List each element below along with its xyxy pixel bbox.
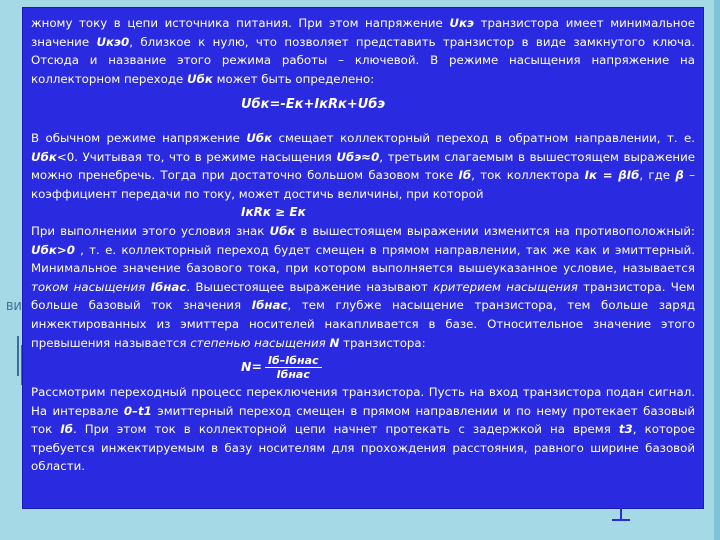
symbol-ubk-positive: Uбк>0 — [31, 242, 75, 257]
page-marker-horizontal — [612, 519, 630, 521]
symbol-ubk: Uбк — [269, 223, 296, 238]
term-saturation-degree: степенью насыщения — [190, 335, 326, 350]
symbol-ibnas: Iбнас — [150, 279, 187, 294]
stray-line-top — [17, 336, 19, 376]
symbol-ib: Iб — [458, 168, 472, 183]
symbol-ube: Uбэ≈0 — [336, 149, 380, 164]
symbol-ubk: Uбк — [31, 149, 57, 164]
fraction-denominator: Iбнас — [276, 368, 310, 382]
stray-label: ВИ — [6, 300, 22, 313]
symbol-ukz0: Uкэ0 — [96, 34, 130, 49]
fraction-numerator: Iб–Iбнас — [265, 354, 322, 368]
text-run: , близкое к нулю, что позволяет представить транзистор в виде замкнутого ключа. Отсюда и название этого режима работы – ключевой. В режиме насыщения напряжение на коллекторном переходе — [31, 34, 695, 86]
symbol-interval: 0–t1 — [123, 403, 152, 418]
symbol-beta: β — [675, 168, 684, 183]
term-saturation-criterion: критерием насыщения — [433, 279, 578, 294]
text-run: транзистора. Чем больше базовый ток значения — [31, 279, 696, 313]
text-run: <0. Учитывая то, что в режиме насыщения — [56, 149, 337, 164]
text-page — [23, 8, 703, 508]
text-run: При выполнении этого условия знак — [31, 223, 270, 238]
text-run: эмиттерный переход смещен в прямом направлении и по нему протекает базовый ток — [31, 403, 695, 437]
symbol-n: N — [329, 335, 340, 350]
symbol-ib: Iб — [60, 422, 73, 437]
symbol-ukz: Uкэ — [449, 16, 474, 30]
text-run: , где — [639, 168, 676, 183]
text-run: . Вышестоящее выражение называют — [186, 279, 434, 294]
text-run: , ток коллектора — [471, 168, 585, 183]
text-run: В обычном режиме напряжение — [31, 130, 247, 145]
fraction — [265, 354, 322, 381]
text-run: , т. е. коллекторный переход будет смещен в прямом направлении, так же как и эмиттерный. Минимальное значение базового тока, при котором выполняется вышеуказанное условие, называется — [31, 242, 695, 276]
paragraph-4 — [31, 383, 695, 476]
formula-saturation-criterion: IкRк ≥ Eк — [241, 205, 306, 220]
paragraph-3 — [31, 222, 695, 352]
text-run: транзистора имеет минимальное значение — [31, 16, 695, 49]
text-run: , тем глубже насыщение транзистора, тем больше заряд инжектированных из эмиттера носителей накапливается в базе. Относительное значение этого превышения называется — [31, 298, 695, 350]
text-run: . При этом ток в коллекторной цепи начнет протекать с задержкой на время — [72, 422, 619, 437]
paragraph-2 — [31, 129, 695, 203]
text-run: – коэффициент передачи по току, может достичь величины, при которой — [31, 168, 695, 201]
text-run: , которое требуется инжектируемым в базу носителям для прохождения расстояния, равного ширине базовой области. — [31, 422, 695, 474]
symbol-ibnas: Iбнас — [251, 298, 288, 313]
text-run: может быть определено: — [212, 71, 375, 86]
term-saturation-current: током насыщения — [31, 279, 146, 294]
paragraph-1 — [31, 14, 695, 88]
symbol-t3: t3 — [618, 422, 633, 437]
symbol-ik-beta: Iк = βIб — [584, 168, 640, 183]
symbol-ubk: Uбк — [187, 71, 213, 86]
text-run: смещает коллекторный переход в обратном направлении, т. е. — [272, 130, 695, 145]
text-run: в вышестоящем выражении изменится на противоположный: — [295, 223, 695, 238]
symbol-ubk: Uбк — [246, 130, 273, 145]
text-run: транзистора: — [339, 335, 426, 350]
formula-lhs: N= — [241, 359, 262, 375]
text-body — [31, 14, 695, 476]
text-run: Рассмотрим переходный процесс переключения транзистора. Пусть на вход транзистора подан сигнал. На интервале — [31, 385, 695, 418]
stray-line-bottom — [21, 345, 22, 385]
text-run: , третьим слагаемым в вышестоящем выражение можно пренебречь. Тогда при достаточно большом базовом токе — [31, 149, 696, 183]
text-run: жному току в цепи источника питания. При этом напряжение — [31, 16, 450, 30]
formula-collector-voltage: Uбк=-Eк+IкRк+Uбэ — [241, 97, 386, 113]
slide-edge-strip — [714, 0, 720, 540]
formula-saturation-degree — [31, 354, 695, 381]
